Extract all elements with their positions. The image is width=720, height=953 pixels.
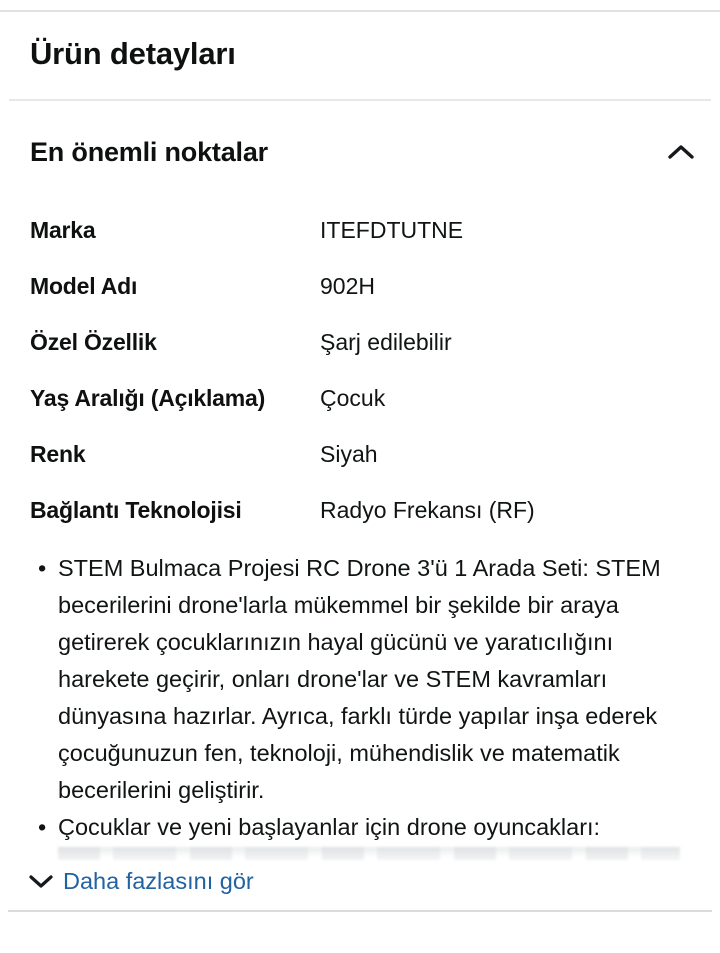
spec-value: Radyo Frekansı (RF) (320, 497, 535, 523)
spec-row-age-range (30, 382, 690, 414)
spec-label: Marka (30, 217, 96, 243)
spec-value: Siyah (320, 441, 378, 467)
bullet-item (38, 809, 692, 846)
spec-label: Özel Özellik (30, 329, 157, 355)
truncated-text-fade (58, 847, 680, 860)
see-more-label: Daha fazlasını gör (63, 868, 254, 894)
see-more-link[interactable] (28, 864, 690, 898)
spec-row-model (30, 270, 690, 302)
bullet-item (38, 550, 692, 809)
title-divider (9, 99, 711, 101)
spec-label: Model Adı (30, 273, 138, 299)
bullet-text: STEM Bulmaca Projesi RC Drone 3'ü 1 Arada Seti: STEM becerilerini drone'larla mükemmel bir şekilde bir araya getirerek çocuklarınızın hayal gücünü ve yaratıcılığını harekete geçirir, onları drone'lar ve STEM kavramları dünyasına hazırlar. Ayrıca, farklı türde yapılar inşa ederek çocuğunuzun fen, teknoloji, mühendislik ve matematik becerilerini geliştirir. (58, 555, 661, 803)
spec-row-feature (30, 326, 690, 358)
spec-label: Bağlantı Teknolojisi (30, 497, 242, 523)
spec-row-connectivity (30, 494, 690, 526)
spec-row-color (30, 438, 690, 470)
bullet-text: Çocuklar ve yeni başlayanlar için drone oyuncakları: (58, 814, 601, 840)
chevron-up-icon[interactable] (667, 143, 695, 161)
bullet-icon: • (38, 555, 47, 581)
top-divider (0, 10, 720, 12)
spec-value: ITEFDTUTNE (320, 217, 464, 243)
spec-value: Şarj edilebilir (320, 329, 452, 355)
chevron-down-icon[interactable] (28, 873, 54, 890)
page-title: Ürün detayları (30, 36, 236, 71)
spec-row-brand (30, 214, 690, 246)
highlights-heading: En önemli noktalar (30, 137, 268, 167)
bottom-divider (8, 910, 712, 912)
spec-label: Yaş Aralığı (Açıklama) (30, 385, 266, 411)
spec-value: 902H (320, 273, 375, 299)
bullet-list (38, 550, 692, 846)
spec-label: Renk (30, 441, 86, 467)
spec-value: Çocuk (320, 385, 386, 411)
highlights-header[interactable] (30, 134, 695, 170)
spec-table (30, 214, 690, 526)
bullet-icon: • (38, 814, 47, 840)
